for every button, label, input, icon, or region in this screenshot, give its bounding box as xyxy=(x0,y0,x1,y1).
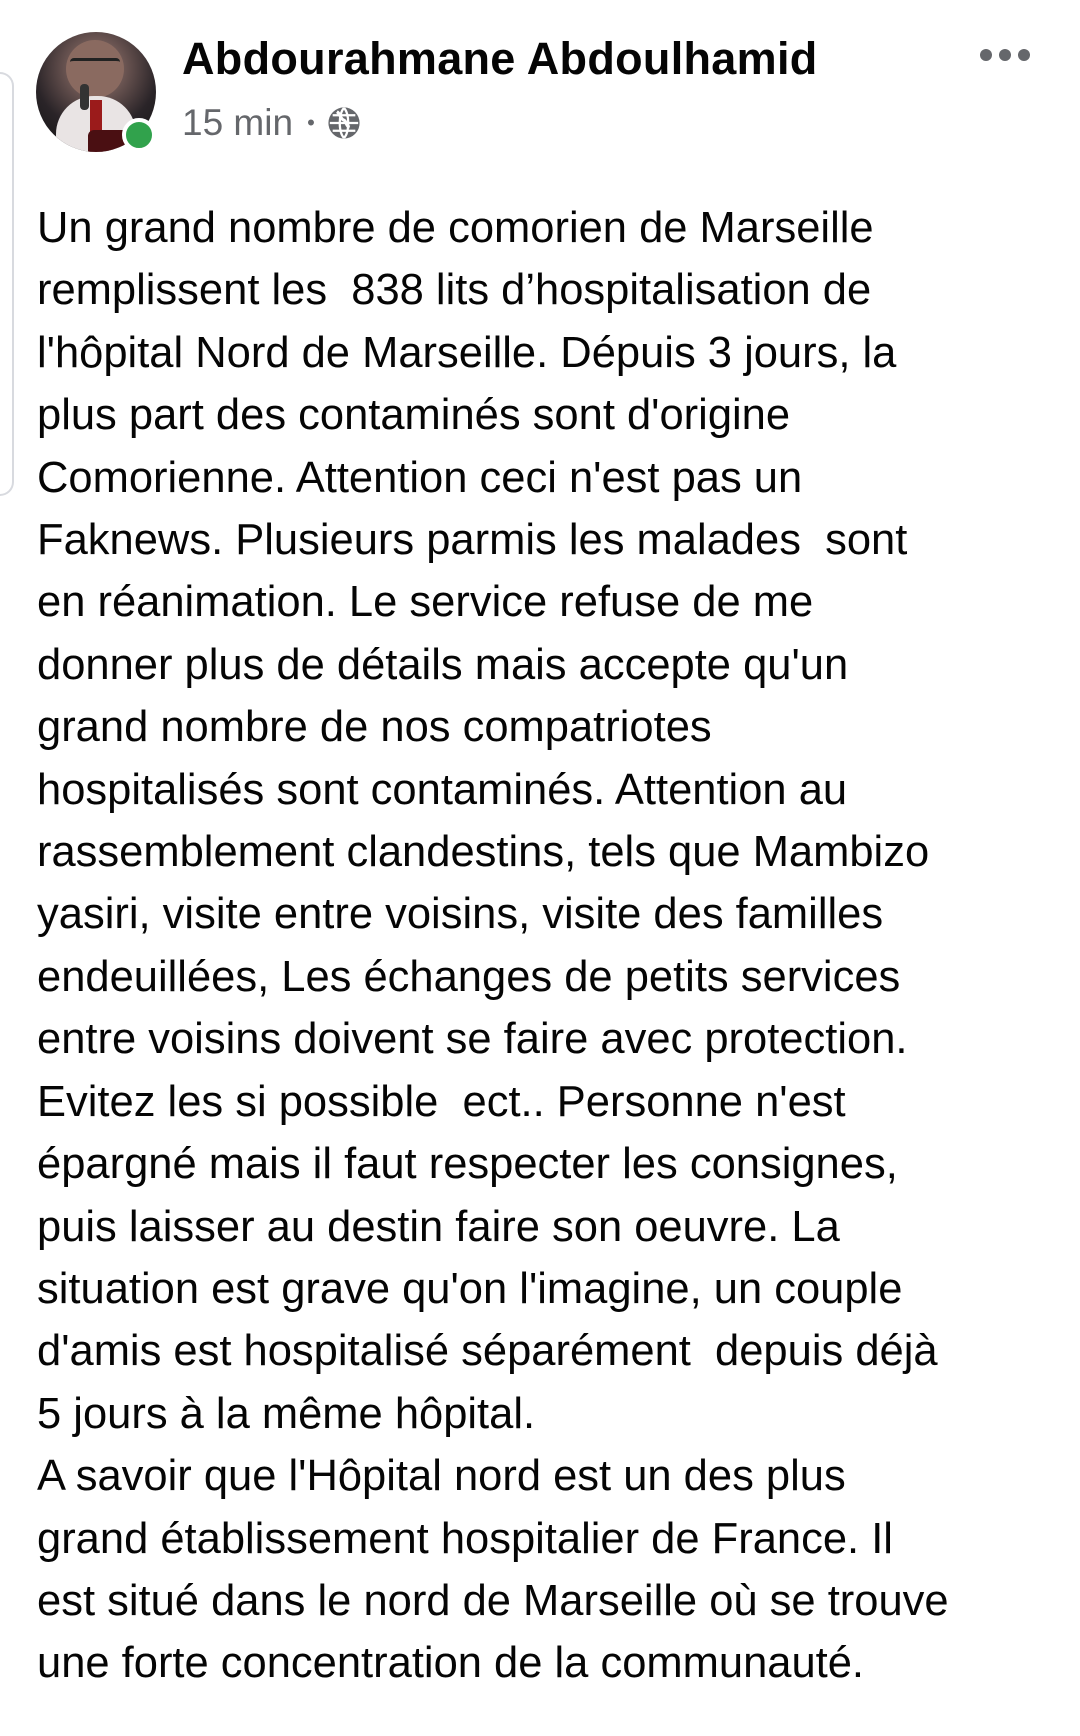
online-status-dot xyxy=(122,118,156,152)
meta-separator: • xyxy=(307,110,315,135)
post-body-text: Un grand nombre de comorien de Marseille remplissent les 838 lits d’hospitalisation de l'hôpital Nord de Marseille. Dépuis 3 jours, la plus part des contaminés sont d'origine Comorienne. Attention ceci n'est pas un Faknews. Plusieurs parmis les malades sont en réanimation. Le service refuse de me donner plus de détails mais accepte qu'un grand nombre de nos compatriotes hospitalisés sont contaminés. Attention au rassemblement clandestins, tels que Mambizo yasiri, visite entre voisins, visite des familles endeuillées, Les échanges de petits services entre voisins doivent se faire avec protection. Evitez les si possible ect.. Personne n'est épargné mais il faut respecter les consignes, puis laisser au destin faire son oeuvre. La situation est grave qu'on l'imagine, un couple d'amis est hospitalisé séparément depuis déjà 5 jours à la même hôpital. A savoir que l'Hôpital nord est un des plus grand établissement hospitalier de France. Il est situé dans le nord de Marseille où se trouve une forte concentration de la communauté. xyxy=(37,204,949,1688)
more-dot-icon xyxy=(999,49,1011,61)
post-header xyxy=(0,0,1080,170)
globe-icon xyxy=(327,106,361,140)
author-name[interactable]: Abdourahmane Abdoulhamid xyxy=(182,33,818,84)
microphone-icon xyxy=(80,84,89,110)
more-dot-icon xyxy=(980,49,992,61)
more-dot-icon xyxy=(1018,49,1030,61)
post-timestamp[interactable]: 15 min xyxy=(182,102,294,143)
more-options-button[interactable] xyxy=(970,30,1040,80)
avatar-glasses xyxy=(70,58,120,71)
post-meta xyxy=(182,96,361,150)
